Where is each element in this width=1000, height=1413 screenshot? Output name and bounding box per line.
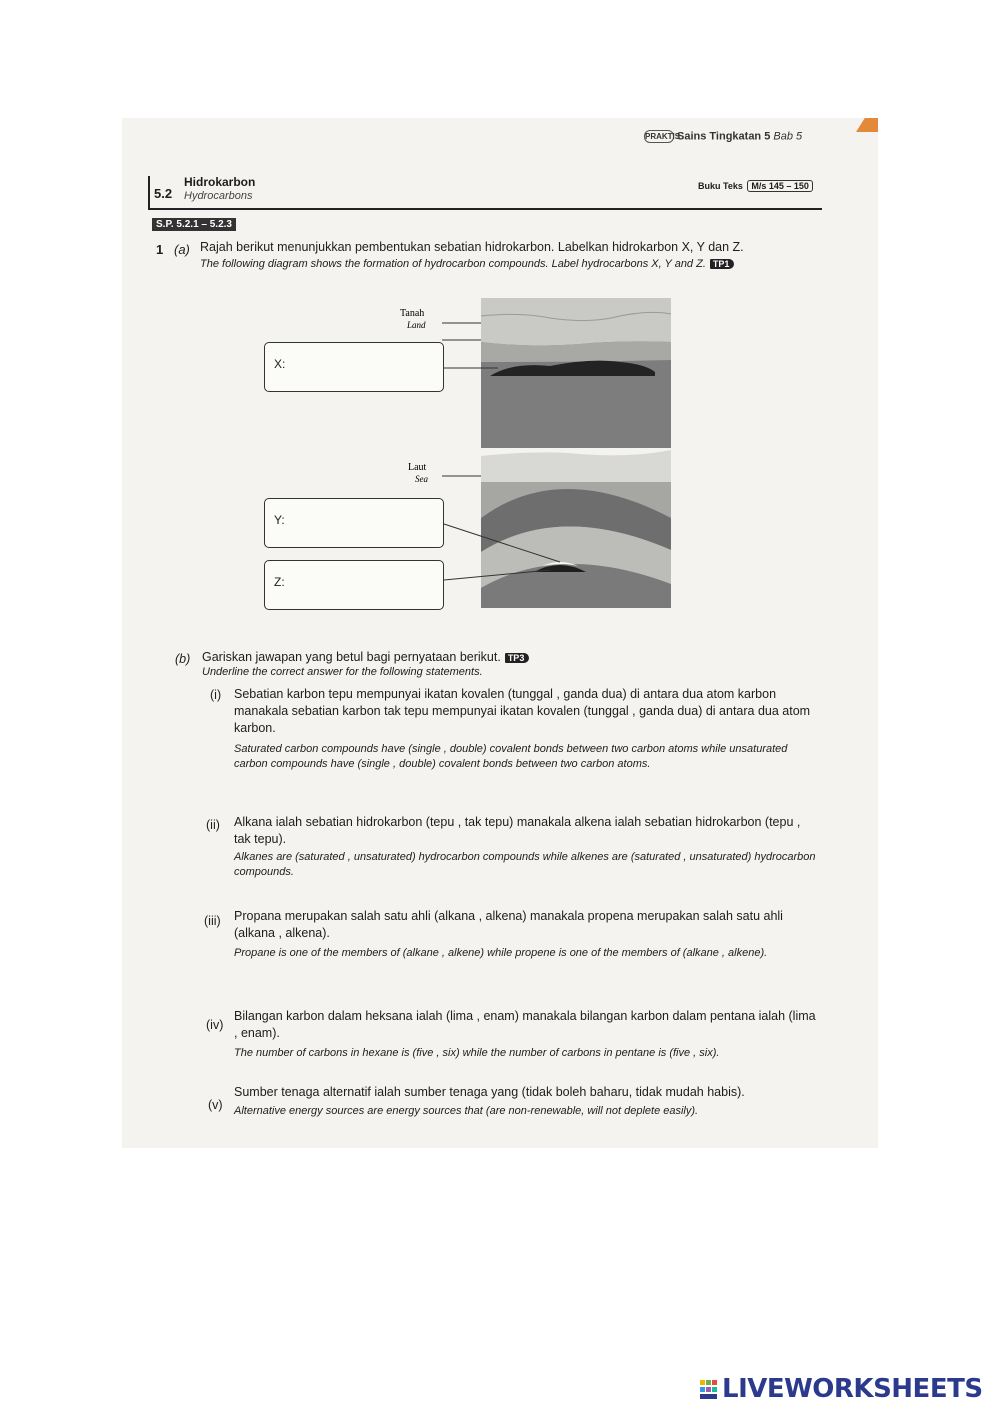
section-number: 5.2 [154, 186, 173, 201]
statement-ms[interactable]: Alkana ialah sebatian hidrokarbon (tepu , tak tepu) manakala alkena ialah sebatian hidrokarbon (tepu , tak tepu). [234, 815, 801, 846]
question-a-text: Rajah berikut menunjukkan pembentukan sebatian hidrokarbon. Labelkan hidrokarbon X, Y dan Z. [200, 240, 744, 254]
statement-en: Propane is one of the members of (alkane , alkene) while propene is one of the members of (alkane , alkene). [234, 947, 768, 959]
book-reference [698, 181, 813, 191]
question-b-text: Gariskan jawapan yang betul bagi pernyataan berikut. TP3 [202, 650, 529, 664]
answer-label-y: Y: [274, 513, 285, 527]
tp-badge: TP1 [710, 259, 735, 269]
item-number: (i) [210, 688, 222, 702]
statement-en: Alkanes are (saturated , unsaturated) hydrocarbon compounds while alkenes are (saturated , unsaturated) hydrocarbon compounds. [234, 851, 816, 878]
item-number: (ii) [206, 818, 220, 832]
statement-en: Saturated carbon compounds have (single , double) covalent bonds between two carbon atoms while unsaturated carbon compounds have (single , double) covalent bonds between two carbon atoms. [234, 743, 788, 770]
book-title: Sains Tingkatan 5 [677, 130, 771, 143]
item-number: (iii) [204, 914, 221, 928]
running-header [644, 130, 802, 143]
publisher-logo: PRAKTIS [645, 132, 681, 141]
question-part-a: (a) [174, 242, 190, 257]
sea-label: Laut [408, 462, 427, 473]
question-b-text-en: Underline the correct answer for the following statements. [202, 666, 483, 678]
tp-badge-b: TP3 [505, 653, 530, 663]
book-ref-label: Buku Teks [698, 181, 743, 191]
chapter-label: Bab 5 [773, 130, 803, 143]
sea-label-en: Sea [415, 474, 428, 484]
statement-ms[interactable]: Sumber tenaga alternatif ialah sumber tenaga yang (tidak boleh baharu, tidak mudah habis). [234, 1085, 745, 1099]
answer-box-z[interactable] [264, 560, 444, 610]
sea-panel [481, 450, 671, 608]
land-label-en: Land [407, 320, 426, 330]
statement-en: Alternative energy sources are energy sources that (are non-renewable, will not deplete easily). [234, 1105, 699, 1117]
answer-label-z: Z: [274, 575, 285, 589]
answer-box-x[interactable] [264, 342, 444, 392]
statement-ms[interactable]: Bilangan karbon dalam heksana ialah (lima , enam) manakala bilangan karbon dalam pentana ialah (lima , enam). [234, 1009, 816, 1040]
answer-label-x: X: [274, 357, 286, 371]
sp-tag: S.P. 5.2.1 – 5.2.3 [152, 218, 236, 231]
item-number: (v) [208, 1098, 223, 1112]
book-ref-pages: M/s 145 – 150 [747, 180, 813, 192]
statement-en: The number of carbons in hexane is (five , six) while the number of carbons in pentane is (five , six). [234, 1047, 720, 1059]
worksheet-page [122, 118, 878, 1148]
question-a-text-en: The following diagram shows the formation of hydrocarbon compounds. Label hydrocarbons X, Y and Z. TP1 [200, 258, 734, 270]
liveworksheets-watermark: LIVEWORKSHEETS [722, 1374, 983, 1404]
section-title: Hidrokarbon [184, 175, 256, 189]
answer-box-y[interactable] [264, 498, 444, 548]
statement-ms[interactable]: Sebatian karbon tepu mempunyai ikatan kovalen (tunggal , ganda dua) di antara dua atom karbon manakala sebatian karbon tak tepu mempunyai ikatan kovalen (tunggal , ganda dua) di antara dua atom karbon. [234, 687, 811, 735]
liveworksheets-logo-icon [700, 1380, 718, 1400]
question-part-b: (b) [175, 652, 191, 666]
statement-ms[interactable]: Propana merupakan salah satu ahli (alkana , alkena) manakala propena merupakan salah satu ahli (alkana , alkena). [234, 909, 783, 940]
item-number: (iv) [206, 1018, 224, 1032]
question-number: 1 [156, 242, 164, 257]
section-title-en: Hydrocarbons [184, 190, 253, 202]
land-panel [481, 298, 671, 448]
land-label: Tanah [400, 308, 425, 319]
